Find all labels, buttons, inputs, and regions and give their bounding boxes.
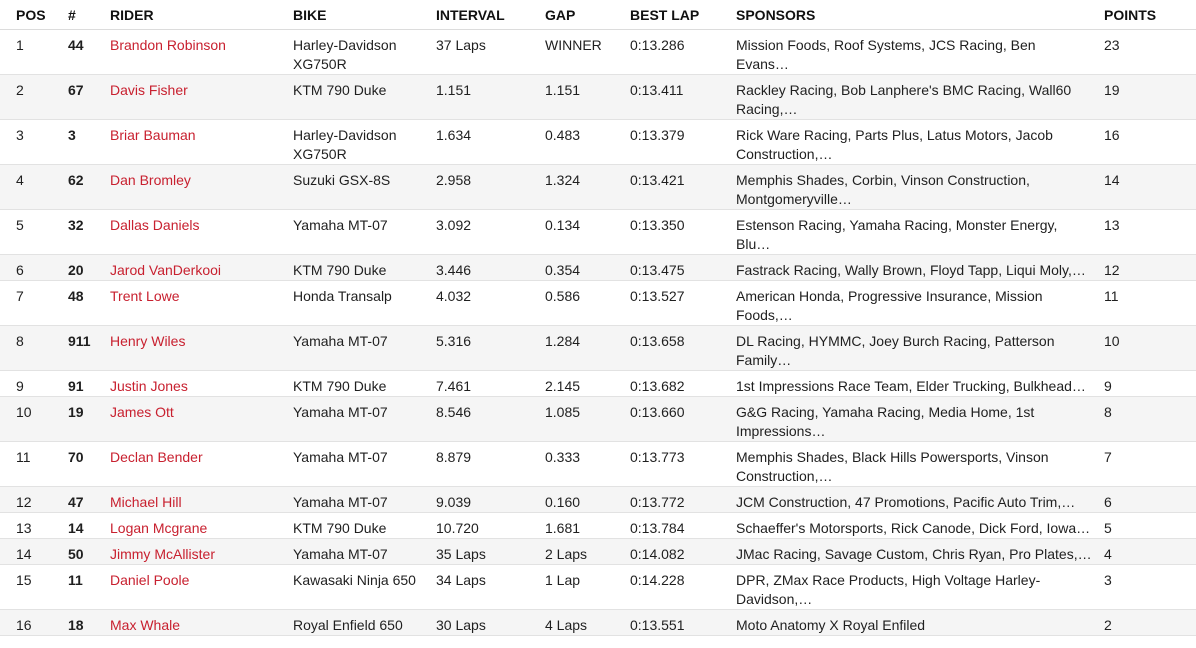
table-row <box>0 513 1196 539</box>
cell-best-lap: 0:13.784 <box>630 513 736 539</box>
cell-best-lap: 0:13.772 <box>630 487 736 513</box>
cell-number: 44 <box>68 30 110 75</box>
rider-link[interactable]: Davis Fisher <box>110 75 293 120</box>
cell-interval: 10.720 <box>436 513 545 539</box>
cell-gap: 1.085 <box>545 397 630 442</box>
cell-number: 50 <box>68 539 110 565</box>
cell-best-lap: 0:13.411 <box>630 75 736 120</box>
cell-number: 911 <box>68 326 110 371</box>
header-best-lap[interactable]: BEST LAP <box>630 0 736 30</box>
cell-gap: 1.324 <box>545 165 630 210</box>
rider-link[interactable]: Trent Lowe <box>110 281 293 326</box>
header-points[interactable]: POINTS <box>1104 0 1196 30</box>
cell-number: 48 <box>68 281 110 326</box>
cell-best-lap: 0:13.551 <box>630 610 736 636</box>
cell-bike: Yamaha MT-07 <box>293 539 436 565</box>
sponsors-text: JMac Racing, Savage Custom, Chris Ryan, Pro Plates,… <box>736 546 1092 562</box>
cell-points: 4 <box>1104 539 1196 565</box>
table-row <box>0 326 1196 371</box>
cell-sponsors <box>736 442 1104 487</box>
cell-gap: 1.284 <box>545 326 630 371</box>
cell-bike: Royal Enfield 650 <box>293 610 436 636</box>
header-interval[interactable]: INTERVAL <box>436 0 545 30</box>
cell-pos: 15 <box>0 565 68 610</box>
cell-bike: KTM 790 Duke <box>293 513 436 539</box>
sponsors-text: Mission Foods, Roof Systems, JCS Racing, Ben Evans… <box>736 37 1036 72</box>
cell-pos: 3 <box>0 120 68 165</box>
sponsors-text: Rick Ware Racing, Parts Plus, Latus Motors, Jacob Construction,… <box>736 127 1053 162</box>
table-row <box>0 210 1196 255</box>
cell-interval: 8.546 <box>436 397 545 442</box>
cell-pos: 6 <box>0 255 68 281</box>
cell-interval: 3.446 <box>436 255 545 281</box>
cell-best-lap: 0:13.475 <box>630 255 736 281</box>
cell-pos: 16 <box>0 610 68 636</box>
rider-link[interactable]: Declan Bender <box>110 442 293 487</box>
cell-interval: 35 Laps <box>436 539 545 565</box>
header-rider[interactable]: RIDER <box>110 0 293 30</box>
table-row <box>0 442 1196 487</box>
cell-gap: 0.354 <box>545 255 630 281</box>
cell-pos: 12 <box>0 487 68 513</box>
cell-bike: Yamaha MT-07 <box>293 326 436 371</box>
cell-bike: Harley-Davidson XG750R <box>293 30 436 75</box>
cell-bike: KTM 790 Duke <box>293 75 436 120</box>
rider-link[interactable]: Max Whale <box>110 610 293 636</box>
table-row <box>0 120 1196 165</box>
table-row <box>0 371 1196 397</box>
cell-interval: 1.151 <box>436 75 545 120</box>
cell-pos: 9 <box>0 371 68 397</box>
table-row <box>0 165 1196 210</box>
cell-interval: 4.032 <box>436 281 545 326</box>
cell-gap: 1 Lap <box>545 565 630 610</box>
cell-points: 16 <box>1104 120 1196 165</box>
cell-best-lap: 0:13.773 <box>630 442 736 487</box>
cell-sponsors <box>736 513 1104 539</box>
rider-link[interactable]: James Ott <box>110 397 293 442</box>
cell-points: 3 <box>1104 565 1196 610</box>
cell-pos: 11 <box>0 442 68 487</box>
rider-link[interactable]: Dan Bromley <box>110 165 293 210</box>
cell-sponsors <box>736 487 1104 513</box>
cell-best-lap: 0:14.228 <box>630 565 736 610</box>
cell-gap: 4 Laps <box>545 610 630 636</box>
cell-pos: 4 <box>0 165 68 210</box>
cell-sponsors <box>736 281 1104 326</box>
cell-pos: 13 <box>0 513 68 539</box>
sponsors-text: Memphis Shades, Corbin, Vinson Construction, Montgomeryville… <box>736 172 1030 207</box>
cell-points: 7 <box>1104 442 1196 487</box>
cell-interval: 1.634 <box>436 120 545 165</box>
cell-points: 13 <box>1104 210 1196 255</box>
rider-link[interactable]: Briar Bauman <box>110 120 293 165</box>
cell-gap: 1.681 <box>545 513 630 539</box>
cell-points: 19 <box>1104 75 1196 120</box>
cell-number: 19 <box>68 397 110 442</box>
header-pos[interactable]: POS <box>0 0 68 30</box>
cell-bike: KTM 790 Duke <box>293 371 436 397</box>
table-row <box>0 397 1196 442</box>
cell-sponsors <box>736 255 1104 281</box>
sponsors-text: Moto Anatomy X Royal Enfiled <box>736 617 926 633</box>
rider-link[interactable]: Jarod VanDerkooi <box>110 255 293 281</box>
header-row <box>0 0 1196 30</box>
sponsors-text: DPR, ZMax Race Products, High Voltage Harley-Davidson,… <box>736 572 1041 607</box>
cell-gap: WINNER <box>545 30 630 75</box>
cell-bike: Yamaha MT-07 <box>293 397 436 442</box>
rider-link[interactable]: Brandon Robinson <box>110 30 293 75</box>
cell-best-lap: 0:13.350 <box>630 210 736 255</box>
table-row <box>0 30 1196 75</box>
table-row <box>0 565 1196 610</box>
cell-gap: 1.151 <box>545 75 630 120</box>
table-row <box>0 539 1196 565</box>
header-sponsors[interactable]: SPONSORS <box>736 0 1104 30</box>
table-row <box>0 487 1196 513</box>
cell-points: 2 <box>1104 610 1196 636</box>
cell-bike: Honda Transalp <box>293 281 436 326</box>
cell-number: 11 <box>68 565 110 610</box>
cell-pos: 10 <box>0 397 68 442</box>
sponsors-text: Memphis Shades, Black Hills Powersports, Vinson Construction,… <box>736 449 1049 484</box>
cell-bike: Yamaha MT-07 <box>293 487 436 513</box>
cell-best-lap: 0:13.286 <box>630 30 736 75</box>
sponsors-text: G&G Racing, Yamaha Racing, Media Home, 1st Impressions… <box>736 404 1035 439</box>
cell-points: 10 <box>1104 326 1196 371</box>
header-number[interactable]: # <box>68 0 110 30</box>
cell-gap: 0.483 <box>545 120 630 165</box>
table-row <box>0 281 1196 326</box>
cell-sponsors <box>736 165 1104 210</box>
header-bike[interactable]: BIKE <box>293 0 436 30</box>
rider-link[interactable]: Dallas Daniels <box>110 210 293 255</box>
cell-number: 62 <box>68 165 110 210</box>
cell-points: 8 <box>1104 397 1196 442</box>
cell-interval: 2.958 <box>436 165 545 210</box>
results-body <box>0 30 1196 636</box>
cell-sponsors <box>736 120 1104 165</box>
cell-number: 67 <box>68 75 110 120</box>
cell-gap: 0.586 <box>545 281 630 326</box>
cell-sponsors <box>736 30 1104 75</box>
cell-points: 12 <box>1104 255 1196 281</box>
sponsors-text: JCM Construction, 47 Promotions, Pacific Auto Trim,… <box>736 494 1076 510</box>
cell-gap: 0.160 <box>545 487 630 513</box>
cell-bike: Kawasaki Ninja 650 <box>293 565 436 610</box>
rider-link[interactable]: Logan Mcgrane <box>110 513 293 539</box>
sponsors-text: DL Racing, HYMMC, Joey Burch Racing, Patterson Family… <box>736 333 1055 368</box>
rider-link[interactable]: Henry Wiles <box>110 326 293 371</box>
table-row <box>0 255 1196 281</box>
cell-number: 20 <box>68 255 110 281</box>
cell-sponsors <box>736 75 1104 120</box>
table-row <box>0 610 1196 636</box>
rider-link[interactable]: Michael Hill <box>110 487 293 513</box>
cell-points: 6 <box>1104 487 1196 513</box>
cell-sponsors <box>736 539 1104 565</box>
cell-points: 11 <box>1104 281 1196 326</box>
rider-link[interactable]: Jimmy McAllister <box>110 539 293 565</box>
cell-bike: Yamaha MT-07 <box>293 442 436 487</box>
cell-pos: 2 <box>0 75 68 120</box>
cell-bike: Yamaha MT-07 <box>293 210 436 255</box>
cell-pos: 14 <box>0 539 68 565</box>
cell-interval: 7.461 <box>436 371 545 397</box>
cell-sponsors <box>736 397 1104 442</box>
cell-pos: 1 <box>0 30 68 75</box>
sponsors-text: American Honda, Progressive Insurance, Mission Foods,… <box>736 288 1043 323</box>
cell-points: 9 <box>1104 371 1196 397</box>
cell-points: 5 <box>1104 513 1196 539</box>
cell-points: 23 <box>1104 30 1196 75</box>
cell-gap: 2 Laps <box>545 539 630 565</box>
cell-best-lap: 0:13.527 <box>630 281 736 326</box>
cell-best-lap: 0:13.379 <box>630 120 736 165</box>
cell-pos: 7 <box>0 281 68 326</box>
cell-number: 32 <box>68 210 110 255</box>
cell-bike: Harley-Davidson XG750R <box>293 120 436 165</box>
cell-best-lap: 0:13.421 <box>630 165 736 210</box>
sponsors-text: Fastrack Racing, Wally Brown, Floyd Tapp, Liqui Moly,… <box>736 262 1086 278</box>
cell-sponsors <box>736 610 1104 636</box>
cell-best-lap: 0:13.682 <box>630 371 736 397</box>
cell-sponsors <box>736 371 1104 397</box>
cell-gap: 0.134 <box>545 210 630 255</box>
cell-interval: 30 Laps <box>436 610 545 636</box>
cell-interval: 3.092 <box>436 210 545 255</box>
cell-best-lap: 0:13.658 <box>630 326 736 371</box>
cell-interval: 9.039 <box>436 487 545 513</box>
cell-sponsors <box>736 565 1104 610</box>
header-gap[interactable]: GAP <box>545 0 630 30</box>
cell-sponsors <box>736 326 1104 371</box>
cell-best-lap: 0:14.082 <box>630 539 736 565</box>
cell-best-lap: 0:13.660 <box>630 397 736 442</box>
rider-link[interactable]: Justin Jones <box>110 371 293 397</box>
cell-bike: Suzuki GSX-8S <box>293 165 436 210</box>
sponsors-text: Rackley Racing, Bob Lanphere's BMC Racing, Wall60 Racing,… <box>736 82 1072 117</box>
sponsors-text: Estenson Racing, Yamaha Racing, Monster Energy, Blu… <box>736 217 1058 252</box>
cell-bike: KTM 790 Duke <box>293 255 436 281</box>
cell-interval: 34 Laps <box>436 565 545 610</box>
cell-pos: 5 <box>0 210 68 255</box>
table-row <box>0 75 1196 120</box>
cell-number: 47 <box>68 487 110 513</box>
rider-link[interactable]: Daniel Poole <box>110 565 293 610</box>
cell-pos: 8 <box>0 326 68 371</box>
sponsors-text: Schaeffer's Motorsports, Rick Canode, Dick Ford, Iowa… <box>736 520 1091 536</box>
cell-number: 3 <box>68 120 110 165</box>
cell-number: 70 <box>68 442 110 487</box>
cell-points: 14 <box>1104 165 1196 210</box>
cell-number: 18 <box>68 610 110 636</box>
cell-gap: 2.145 <box>545 371 630 397</box>
cell-number: 14 <box>68 513 110 539</box>
sponsors-text: 1st Impressions Race Team, Elder Trucking, Bulkhead… <box>736 378 1086 394</box>
cell-interval: 37 Laps <box>436 30 545 75</box>
cell-interval: 5.316 <box>436 326 545 371</box>
cell-sponsors <box>736 210 1104 255</box>
cell-interval: 8.879 <box>436 442 545 487</box>
cell-gap: 0.333 <box>545 442 630 487</box>
cell-number: 91 <box>68 371 110 397</box>
